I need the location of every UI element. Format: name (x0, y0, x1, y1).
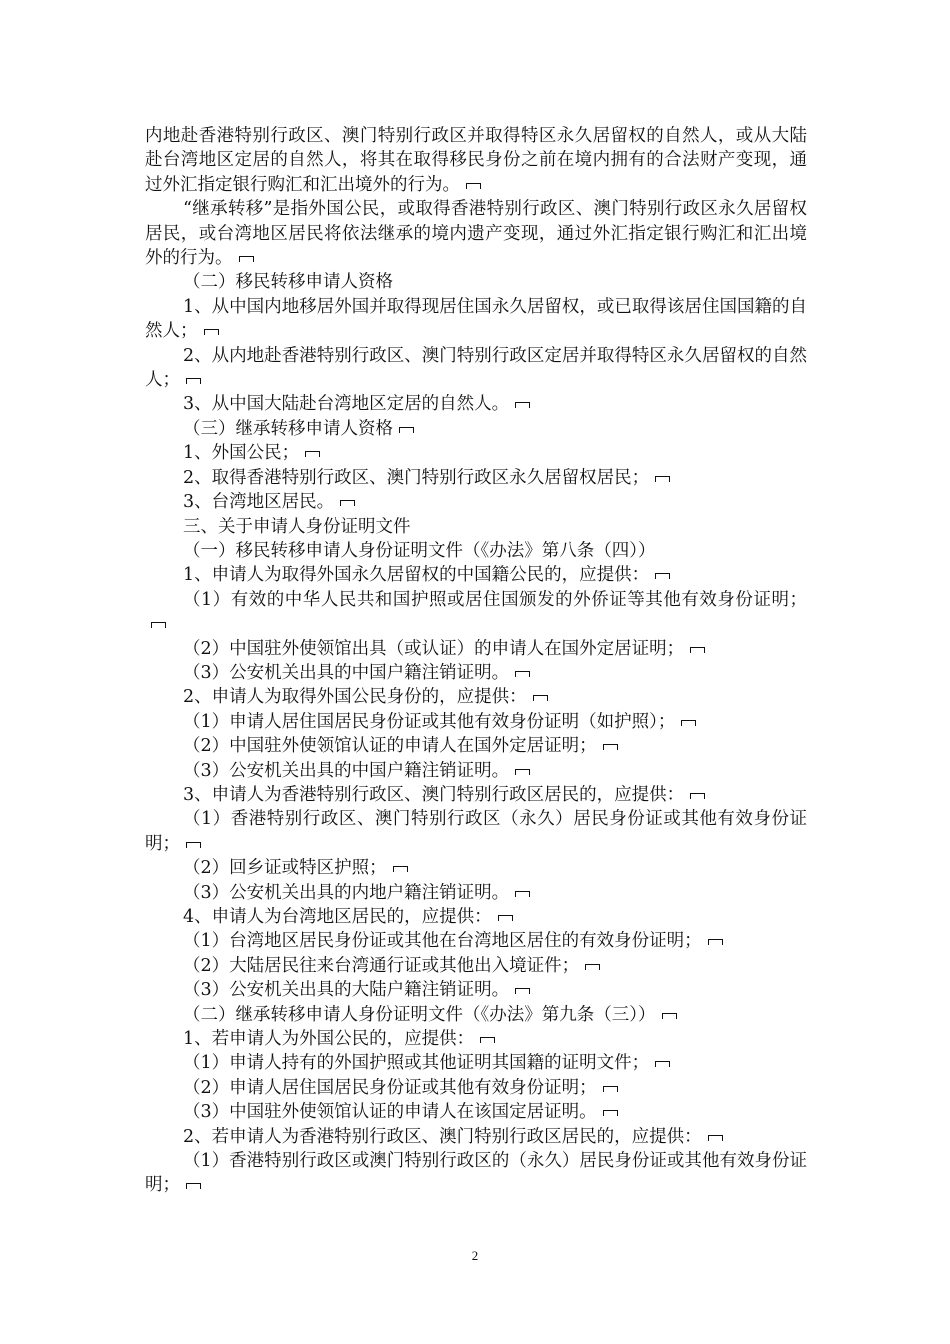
list-item: （1）有效的中华人民共和国护照或居住国颁发的外侨证等其他有效身份证明； (145, 588, 807, 637)
paragraph-mark-icon (655, 573, 670, 579)
section-heading: （二）继承转移申请人身份证明文件（《办法》第九条（三）） (145, 1003, 807, 1027)
paragraph-mark-icon (239, 256, 254, 262)
paragraph: 内地赴香港特别行政区、澳门特别行政区并取得特区永久居留权的自然人，或从大陆赴台湾地区定居的自然人，将其在取得移民身份之前在境内拥有的合法财产变现，通过外汇指定银行购汇和汇出境外的行为。 (145, 126, 807, 195)
list-item: （1）台湾地区居民身份证或其他在台湾地区居住的有效身份证明； (145, 929, 807, 953)
paragraph-mark-icon (498, 915, 513, 921)
paragraph-mark-icon (480, 1037, 495, 1043)
paragraph-mark-icon (340, 500, 355, 506)
list-item: （2）中国驻外使领馆出具（或认证）的申请人在国外定居证明； (145, 637, 807, 661)
list-item: （2）申请人居住国居民身份证或其他有效身份证明； (145, 1076, 807, 1100)
list-item: （3）公安机关出具的大陆户籍注销证明。 (145, 978, 807, 1002)
list-item: 2、若申请人为香港特别行政区、澳门特别行政区居民的，应提供： (145, 1125, 807, 1149)
paragraph-mark-icon (515, 891, 530, 897)
paragraph: “继承转移”是指外国公民，或取得香港特别行政区、澳门特别行政区永久居留权居民，或台湾地区居民将依法继承的境内遗产变现，通过外汇指定银行购汇和汇出境外的行为。 (145, 199, 807, 269)
paragraph-mark-icon (151, 622, 166, 628)
list-item: 2、取得香港特别行政区、澳门特别行政区永久居留权居民； (145, 466, 807, 490)
list-item: 1、若申请人为外国公民的，应提供： (145, 1027, 807, 1051)
paragraph-mark-icon (603, 744, 618, 750)
list-item: （2）回乡证或特区护照； (145, 856, 807, 880)
list-item: 1、从中国内地移居外国并取得现居住国永久居留权，或已取得该居住国国籍的自然人； (145, 296, 807, 342)
list-item: （3）公安机关出具的内地户籍注销证明。 (145, 881, 807, 905)
paragraph-mark-icon (585, 964, 600, 970)
list-item: 2、从内地赴香港特别行政区、澳门特别行政区定居并取得特区永久居留权的自然人； (145, 345, 807, 391)
list-item: （1）申请人居住国居民身份证或其他有效身份证明（如护照）； (145, 710, 807, 734)
paragraph-mark-icon (466, 183, 481, 189)
paragraph-mark-icon (662, 1013, 677, 1019)
list-item: （1）香港特别行政区、澳门特别行政区（永久）居民身份证或其他有效身份证明； (145, 809, 807, 854)
section-heading: 三、关于申请人身份证明文件 (183, 516, 411, 537)
list-item: 4、申请人为台湾地区居民的，应提供： (145, 905, 807, 929)
list-item: （3）中国驻外使领馆认证的申请人在该国定居证明。 (145, 1100, 807, 1124)
paragraph-mark-icon (690, 647, 705, 653)
paragraph-mark-icon (708, 939, 723, 945)
section-heading: （一）移民转移申请人身份证明文件（《办法》第八条（四）） (183, 540, 656, 561)
list-item: （2）中国驻外使领馆认证的申请人在国外定居证明； (145, 734, 807, 758)
list-item: （3）公安机关出具的中国户籍注销证明。 (145, 661, 807, 685)
paragraph-mark-icon (186, 378, 201, 384)
list-item: （1）申请人持有的外国护照或其他证明其国籍的证明文件； (145, 1051, 807, 1075)
list-item: 3、从中国大陆赴台湾地区定居的自然人。 (145, 392, 807, 416)
section-heading: （二）移民转移申请人资格 (183, 272, 393, 293)
paragraph-mark-icon (305, 451, 320, 457)
list-item: 2、申请人为取得外国公民身份的，应提供： (145, 685, 807, 709)
document-body (145, 124, 807, 1198)
paragraph-mark-icon (533, 695, 548, 701)
list-item: （2）大陆居民往来台湾通行证或其他出入境证件； (145, 954, 807, 978)
paragraph-mark-icon (186, 1183, 201, 1189)
paragraph-mark-icon (515, 988, 530, 994)
paragraph-mark-icon (515, 769, 530, 775)
paragraph-mark-icon (515, 671, 530, 677)
paragraph-mark-icon (399, 427, 414, 433)
list-item: 3、台湾地区居民。 (145, 490, 807, 514)
paragraph-mark-icon (393, 866, 408, 872)
section-heading: （三）继承转移申请人资格 (145, 417, 807, 441)
paragraph-mark-icon (681, 720, 696, 726)
list-item: 1、申请人为取得外国永久居留权的中国籍公民的，应提供： (145, 563, 807, 587)
paragraph-mark-icon (708, 1135, 723, 1141)
list-item: （3）公安机关出具的中国户籍注销证明。 (145, 759, 807, 783)
paragraph-mark-icon (655, 476, 670, 482)
paragraph-mark-icon (204, 329, 219, 335)
paragraph-mark-icon (515, 402, 530, 408)
list-item: 3、申请人为香港特别行政区、澳门特别行政区居民的，应提供： (145, 783, 807, 807)
list-item: （1）香港特别行政区或澳门特别行政区的（永久）居民身份证或其他有效身份证明； (145, 1151, 807, 1196)
list-item: 1、外国公民； (145, 441, 807, 465)
paragraph-mark-icon (186, 842, 201, 848)
page-number: 2 (471, 1248, 479, 1263)
paragraph-mark-icon (690, 793, 705, 799)
paragraph-mark-icon (603, 1086, 618, 1092)
paragraph-mark-icon (655, 1061, 670, 1067)
paragraph-mark-icon (603, 1110, 618, 1116)
